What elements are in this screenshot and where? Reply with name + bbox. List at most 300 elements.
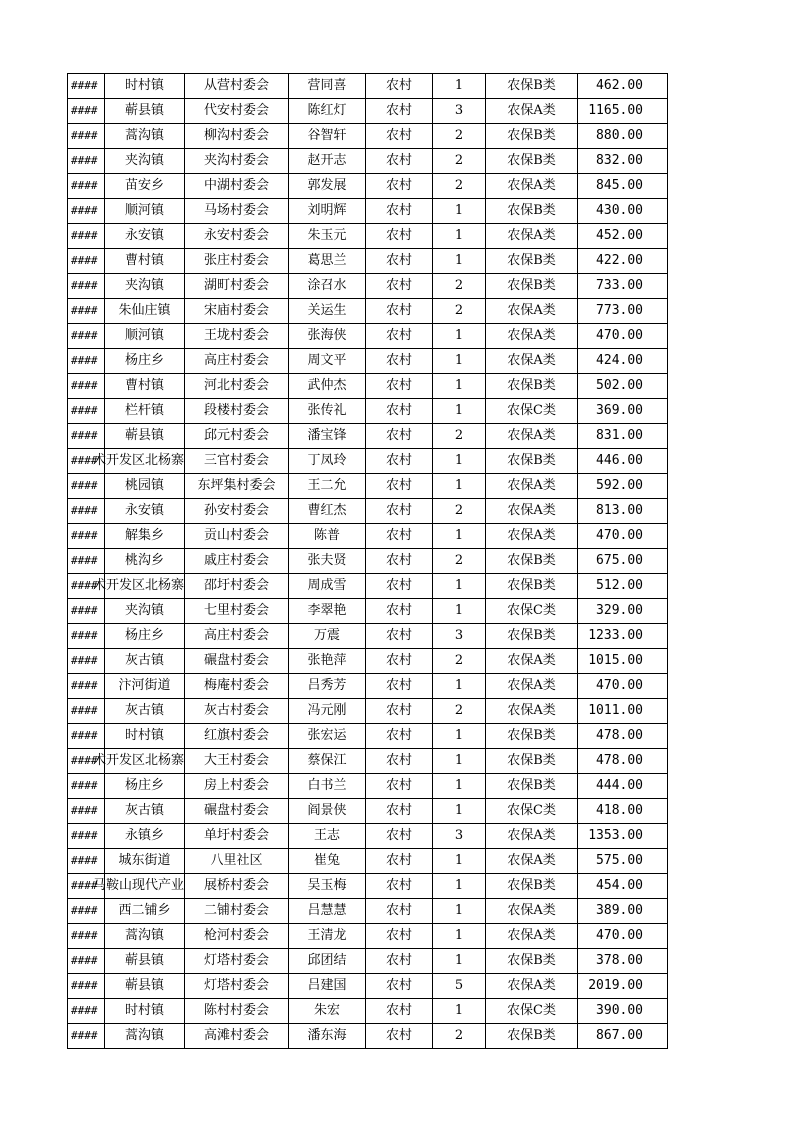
row-id-cell: #### [68, 999, 105, 1024]
household-size-cell: 1 [433, 749, 486, 774]
name-cell: 王志 [289, 824, 366, 849]
area-type-cell: 农村 [366, 724, 433, 749]
amount-cell: 329.00 [578, 599, 668, 624]
village-cell: 八里社区 [185, 849, 289, 874]
town-cell: 夹沟镇 [105, 274, 185, 299]
table-row [68, 74, 668, 99]
village-cell: 从营村委会 [185, 74, 289, 99]
table-row [68, 149, 668, 174]
amount-cell: 454.00 [578, 874, 668, 899]
insurance-category-cell: 农保B类 [486, 749, 578, 774]
insurance-category-cell: 农保A类 [486, 974, 578, 999]
area-type-cell: 农村 [366, 349, 433, 374]
amount-cell: 470.00 [578, 324, 668, 349]
row-id-cell: #### [68, 74, 105, 99]
amount-cell: 2019.00 [578, 974, 668, 999]
table-row [68, 974, 668, 999]
amount-cell: 422.00 [578, 249, 668, 274]
name-cell: 蔡保江 [289, 749, 366, 774]
name-cell: 张海侠 [289, 324, 366, 349]
row-id-cell: #### [68, 499, 105, 524]
village-cell: 灯塔村委会 [185, 974, 289, 999]
name-cell: 张夫贤 [289, 549, 366, 574]
amount-cell: 470.00 [578, 524, 668, 549]
household-size-cell: 1 [433, 399, 486, 424]
table-row [68, 899, 668, 924]
name-cell: 朱宏 [289, 999, 366, 1024]
village-cell: 高庄村委会 [185, 349, 289, 374]
table-row [68, 674, 668, 699]
insurance-category-cell: 农保B类 [486, 149, 578, 174]
village-cell: 碾盘村委会 [185, 649, 289, 674]
table-row [68, 449, 668, 474]
household-size-cell: 1 [433, 899, 486, 924]
amount-cell: 424.00 [578, 349, 668, 374]
table-row [68, 124, 668, 149]
table-row [68, 274, 668, 299]
row-id-cell: #### [68, 799, 105, 824]
area-type-cell: 农村 [366, 624, 433, 649]
amount-cell: 1015.00 [578, 649, 668, 674]
town-cell: 蒿沟镇 [105, 124, 185, 149]
amount-cell: 470.00 [578, 924, 668, 949]
village-cell: 大王村委会 [185, 749, 289, 774]
area-type-cell: 农村 [366, 274, 433, 299]
row-id-cell: #### [68, 449, 105, 474]
village-cell: 戚庄村委会 [185, 549, 289, 574]
village-cell: 孙安村委会 [185, 499, 289, 524]
village-cell: 灰古村委会 [185, 699, 289, 724]
insurance-category-cell: 农保B类 [486, 274, 578, 299]
name-cell: 武仲杰 [289, 374, 366, 399]
area-type-cell: 农村 [366, 324, 433, 349]
household-size-cell: 3 [433, 624, 486, 649]
row-id-cell: #### [68, 299, 105, 324]
area-type-cell: 农村 [366, 524, 433, 549]
town-cell: 蕲县镇 [105, 974, 185, 999]
town-cell: 杨庄乡 [105, 624, 185, 649]
town-cell: 城东街道 [105, 849, 185, 874]
row-id-cell: #### [68, 274, 105, 299]
table-row [68, 699, 668, 724]
town-cell: 杨庄乡 [105, 774, 185, 799]
table-row [68, 524, 668, 549]
village-cell: 湖町村委会 [185, 274, 289, 299]
town-cell: 夹沟镇 [105, 149, 185, 174]
insurance-category-cell: 农保A类 [486, 224, 578, 249]
insurance-category-cell: 农保A类 [486, 649, 578, 674]
insurance-category-cell: 农保A类 [486, 924, 578, 949]
village-cell: 红旗村委会 [185, 724, 289, 749]
table-row [68, 499, 668, 524]
household-size-cell: 3 [433, 824, 486, 849]
row-id-cell: #### [68, 399, 105, 424]
insurance-category-cell: 农保B类 [486, 774, 578, 799]
area-type-cell: 农村 [366, 499, 433, 524]
insurance-category-cell: 农保C类 [486, 599, 578, 624]
insurance-category-cell: 农保C类 [486, 999, 578, 1024]
town-cell: 栏杆镇 [105, 399, 185, 424]
table-row [68, 624, 668, 649]
household-size-cell: 2 [433, 124, 486, 149]
table-row [68, 799, 668, 824]
table-row [68, 599, 668, 624]
area-type-cell: 农村 [366, 124, 433, 149]
household-size-cell: 1 [433, 524, 486, 549]
row-id-cell: #### [68, 949, 105, 974]
town-cell: 杨庄乡 [105, 349, 185, 374]
amount-cell: 470.00 [578, 674, 668, 699]
town-cell: 灰古镇 [105, 699, 185, 724]
table-row [68, 849, 668, 874]
area-type-cell: 农村 [366, 924, 433, 949]
village-cell: 王垅村委会 [185, 324, 289, 349]
table-row [68, 199, 668, 224]
village-cell: 宋庙村委会 [185, 299, 289, 324]
amount-cell: 369.00 [578, 399, 668, 424]
row-id-cell: #### [68, 699, 105, 724]
insurance-category-cell: 农保B类 [486, 199, 578, 224]
amount-cell: 831.00 [578, 424, 668, 449]
town-cell: 蕲县镇 [105, 424, 185, 449]
area-type-cell: 农村 [366, 149, 433, 174]
village-cell: 陈村村委会 [185, 999, 289, 1024]
insurance-category-cell: 农保C类 [486, 399, 578, 424]
town-cell: 术开发区北杨寨 [105, 449, 185, 474]
town-cell: 顺河镇 [105, 199, 185, 224]
name-cell: 吕慧慧 [289, 899, 366, 924]
village-cell: 马场村委会 [185, 199, 289, 224]
row-id-cell: #### [68, 674, 105, 699]
area-type-cell: 农村 [366, 174, 433, 199]
row-id-cell: #### [68, 99, 105, 124]
household-size-cell: 1 [433, 849, 486, 874]
area-type-cell: 农村 [366, 74, 433, 99]
row-id-cell: #### [68, 724, 105, 749]
area-type-cell: 农村 [366, 299, 433, 324]
row-id-cell: #### [68, 599, 105, 624]
name-cell: 冯元刚 [289, 699, 366, 724]
insurance-category-cell: 农保B类 [486, 249, 578, 274]
amount-cell: 418.00 [578, 799, 668, 824]
town-cell: 灰古镇 [105, 799, 185, 824]
name-cell: 谷智轩 [289, 124, 366, 149]
town-cell: 术开发区北杨寨 [105, 749, 185, 774]
name-cell: 白书兰 [289, 774, 366, 799]
table-row [68, 99, 668, 124]
row-id-cell: #### [68, 624, 105, 649]
household-size-cell: 1 [433, 199, 486, 224]
town-cell: 灰古镇 [105, 649, 185, 674]
name-cell: 刘明辉 [289, 199, 366, 224]
village-cell: 二铺村委会 [185, 899, 289, 924]
table-row [68, 399, 668, 424]
amount-cell: 389.00 [578, 899, 668, 924]
household-size-cell: 2 [433, 499, 486, 524]
village-cell: 代安村委会 [185, 99, 289, 124]
town-cell: 蕲县镇 [105, 99, 185, 124]
row-id-cell: #### [68, 1024, 105, 1049]
household-size-cell: 1 [433, 324, 486, 349]
name-cell: 陈红灯 [289, 99, 366, 124]
row-id-cell: #### [68, 199, 105, 224]
row-id-cell: #### [68, 899, 105, 924]
name-cell: 丁凤玲 [289, 449, 366, 474]
area-type-cell: 农村 [366, 824, 433, 849]
insurance-category-cell: 农保B类 [486, 574, 578, 599]
town-cell: 汴河街道 [105, 674, 185, 699]
village-cell: 贡山村委会 [185, 524, 289, 549]
insurance-category-cell: 农保A类 [486, 474, 578, 499]
amount-cell: 502.00 [578, 374, 668, 399]
row-id-cell: #### [68, 574, 105, 599]
insurance-category-cell: 农保B类 [486, 949, 578, 974]
amount-cell: 462.00 [578, 74, 668, 99]
amount-cell: 832.00 [578, 149, 668, 174]
household-size-cell: 1 [433, 474, 486, 499]
village-cell: 七里村委会 [185, 599, 289, 624]
village-cell: 河北村委会 [185, 374, 289, 399]
insurance-category-cell: 农保B类 [486, 374, 578, 399]
table-row [68, 774, 668, 799]
insurance-category-cell: 农保A类 [486, 99, 578, 124]
insurance-category-cell: 农保B类 [486, 624, 578, 649]
name-cell: 潘宝锋 [289, 424, 366, 449]
table-row [68, 749, 668, 774]
amount-cell: 773.00 [578, 299, 668, 324]
village-cell: 碾盘村委会 [185, 799, 289, 824]
table-row [68, 924, 668, 949]
name-cell: 王清龙 [289, 924, 366, 949]
amount-cell: 575.00 [578, 849, 668, 874]
amount-cell: 867.00 [578, 1024, 668, 1049]
town-cell: 夹沟镇 [105, 599, 185, 624]
insurance-category-cell: 农保C类 [486, 799, 578, 824]
town-cell: 桃园镇 [105, 474, 185, 499]
area-type-cell: 农村 [366, 374, 433, 399]
village-cell: 中湖村委会 [185, 174, 289, 199]
amount-cell: 478.00 [578, 749, 668, 774]
town-cell: 苗安乡 [105, 174, 185, 199]
area-type-cell: 农村 [366, 199, 433, 224]
table-row [68, 549, 668, 574]
area-type-cell: 农村 [366, 774, 433, 799]
insurance-category-cell: 农保A类 [486, 349, 578, 374]
area-type-cell: 农村 [366, 699, 433, 724]
insurance-category-cell: 农保A类 [486, 899, 578, 924]
village-cell: 梅庵村委会 [185, 674, 289, 699]
name-cell: 崔兔 [289, 849, 366, 874]
insurance-category-cell: 农保A类 [486, 299, 578, 324]
household-size-cell: 2 [433, 149, 486, 174]
row-id-cell: #### [68, 149, 105, 174]
insurance-category-cell: 农保B类 [486, 124, 578, 149]
row-id-cell: #### [68, 849, 105, 874]
name-cell: 吕秀芳 [289, 674, 366, 699]
row-id-cell: #### [68, 974, 105, 999]
area-type-cell: 农村 [366, 1024, 433, 1049]
town-cell: 朱仙庄镇 [105, 299, 185, 324]
name-cell: 张宏运 [289, 724, 366, 749]
table-body [68, 74, 668, 1049]
town-cell: 桃沟乡 [105, 549, 185, 574]
row-id-cell: #### [68, 874, 105, 899]
household-size-cell: 5 [433, 974, 486, 999]
insurance-category-cell: 农保A类 [486, 849, 578, 874]
name-cell: 陈普 [289, 524, 366, 549]
area-type-cell: 农村 [366, 449, 433, 474]
name-cell: 吴玉梅 [289, 874, 366, 899]
row-id-cell: #### [68, 374, 105, 399]
insurance-category-cell: 农保B类 [486, 74, 578, 99]
table-row [68, 874, 668, 899]
amount-cell: 733.00 [578, 274, 668, 299]
household-size-cell: 2 [433, 699, 486, 724]
insurance-category-cell: 农保A类 [486, 324, 578, 349]
town-cell: 西二铺乡 [105, 899, 185, 924]
row-id-cell: #### [68, 824, 105, 849]
household-size-cell: 1 [433, 949, 486, 974]
town-cell: 曹村镇 [105, 374, 185, 399]
name-cell: 张传礼 [289, 399, 366, 424]
table-row [68, 424, 668, 449]
row-id-cell: #### [68, 549, 105, 574]
amount-cell: 430.00 [578, 199, 668, 224]
amount-cell: 880.00 [578, 124, 668, 149]
town-cell: 蕲县镇 [105, 949, 185, 974]
name-cell: 朱玉元 [289, 224, 366, 249]
amount-cell: 390.00 [578, 999, 668, 1024]
insurance-category-cell: 农保A类 [486, 499, 578, 524]
area-type-cell: 农村 [366, 249, 433, 274]
table-row [68, 724, 668, 749]
area-type-cell: 农村 [366, 574, 433, 599]
village-cell: 单圩村委会 [185, 824, 289, 849]
town-cell: 曹村镇 [105, 249, 185, 274]
town-cell: 蒿沟镇 [105, 924, 185, 949]
area-type-cell: 农村 [366, 224, 433, 249]
village-cell: 东坪集村委会 [185, 474, 289, 499]
household-size-cell: 1 [433, 574, 486, 599]
insurance-category-cell: 农保A类 [486, 674, 578, 699]
area-type-cell: 农村 [366, 674, 433, 699]
household-size-cell: 2 [433, 649, 486, 674]
household-size-cell: 1 [433, 349, 486, 374]
table-row [68, 174, 668, 199]
name-cell: 曹红杰 [289, 499, 366, 524]
row-id-cell: #### [68, 174, 105, 199]
row-id-cell: #### [68, 524, 105, 549]
household-size-cell: 1 [433, 449, 486, 474]
area-type-cell: 农村 [366, 999, 433, 1024]
area-type-cell: 农村 [366, 799, 433, 824]
household-size-cell: 1 [433, 674, 486, 699]
household-size-cell: 2 [433, 299, 486, 324]
name-cell: 郭发展 [289, 174, 366, 199]
village-cell: 夹沟村委会 [185, 149, 289, 174]
insurance-category-cell: 农保B类 [486, 874, 578, 899]
village-cell: 段楼村委会 [185, 399, 289, 424]
amount-cell: 1353.00 [578, 824, 668, 849]
row-id-cell: #### [68, 324, 105, 349]
table-row [68, 324, 668, 349]
household-size-cell: 1 [433, 224, 486, 249]
area-type-cell: 农村 [366, 749, 433, 774]
village-cell: 房上村委会 [185, 774, 289, 799]
village-cell: 柳沟村委会 [185, 124, 289, 149]
household-size-cell: 1 [433, 924, 486, 949]
name-cell: 潘东海 [289, 1024, 366, 1049]
row-id-cell: #### [68, 474, 105, 499]
village-cell: 张庄村委会 [185, 249, 289, 274]
village-cell: 高滩村委会 [185, 1024, 289, 1049]
town-cell: 永镇乡 [105, 824, 185, 849]
row-id-cell: #### [68, 424, 105, 449]
household-size-cell: 1 [433, 799, 486, 824]
row-id-cell: #### [68, 774, 105, 799]
insurance-category-cell: 农保A类 [486, 824, 578, 849]
amount-cell: 1165.00 [578, 99, 668, 124]
household-size-cell: 1 [433, 74, 486, 99]
amount-cell: 478.00 [578, 724, 668, 749]
amount-cell: 592.00 [578, 474, 668, 499]
town-cell: 时村镇 [105, 724, 185, 749]
area-type-cell: 农村 [366, 949, 433, 974]
row-id-cell: #### [68, 124, 105, 149]
area-type-cell: 农村 [366, 974, 433, 999]
insurance-category-cell: 农保B类 [486, 724, 578, 749]
area-type-cell: 农村 [366, 549, 433, 574]
name-cell: 赵开志 [289, 149, 366, 174]
insurance-category-cell: 农保A类 [486, 174, 578, 199]
area-type-cell: 农村 [366, 874, 433, 899]
amount-cell: 378.00 [578, 949, 668, 974]
town-cell: 术开发区北杨寨 [105, 574, 185, 599]
insurance-category-cell: 农保A类 [486, 699, 578, 724]
household-size-cell: 1 [433, 599, 486, 624]
household-size-cell: 2 [433, 174, 486, 199]
table-row [68, 374, 668, 399]
town-cell: 解集乡 [105, 524, 185, 549]
town-cell: 蒿沟镇 [105, 1024, 185, 1049]
amount-cell: 444.00 [578, 774, 668, 799]
table-row [68, 474, 668, 499]
table-row [68, 999, 668, 1024]
amount-cell: 1011.00 [578, 699, 668, 724]
household-size-cell: 1 [433, 874, 486, 899]
table-row [68, 299, 668, 324]
area-type-cell: 农村 [366, 599, 433, 624]
row-id-cell: #### [68, 924, 105, 949]
insurance-category-cell: 农保B类 [486, 549, 578, 574]
household-size-cell: 1 [433, 774, 486, 799]
name-cell: 张艳萍 [289, 649, 366, 674]
name-cell: 周文平 [289, 349, 366, 374]
table-row [68, 224, 668, 249]
insurance-category-cell: 农保B类 [486, 1024, 578, 1049]
amount-cell: 813.00 [578, 499, 668, 524]
village-cell: 枪河村委会 [185, 924, 289, 949]
area-type-cell: 农村 [366, 899, 433, 924]
name-cell: 关运生 [289, 299, 366, 324]
table-row [68, 1024, 668, 1049]
name-cell: 李翠艳 [289, 599, 366, 624]
area-type-cell: 农村 [366, 399, 433, 424]
row-id-cell: #### [68, 224, 105, 249]
household-size-cell: 2 [433, 274, 486, 299]
name-cell: 涂召水 [289, 274, 366, 299]
name-cell: 周成雪 [289, 574, 366, 599]
